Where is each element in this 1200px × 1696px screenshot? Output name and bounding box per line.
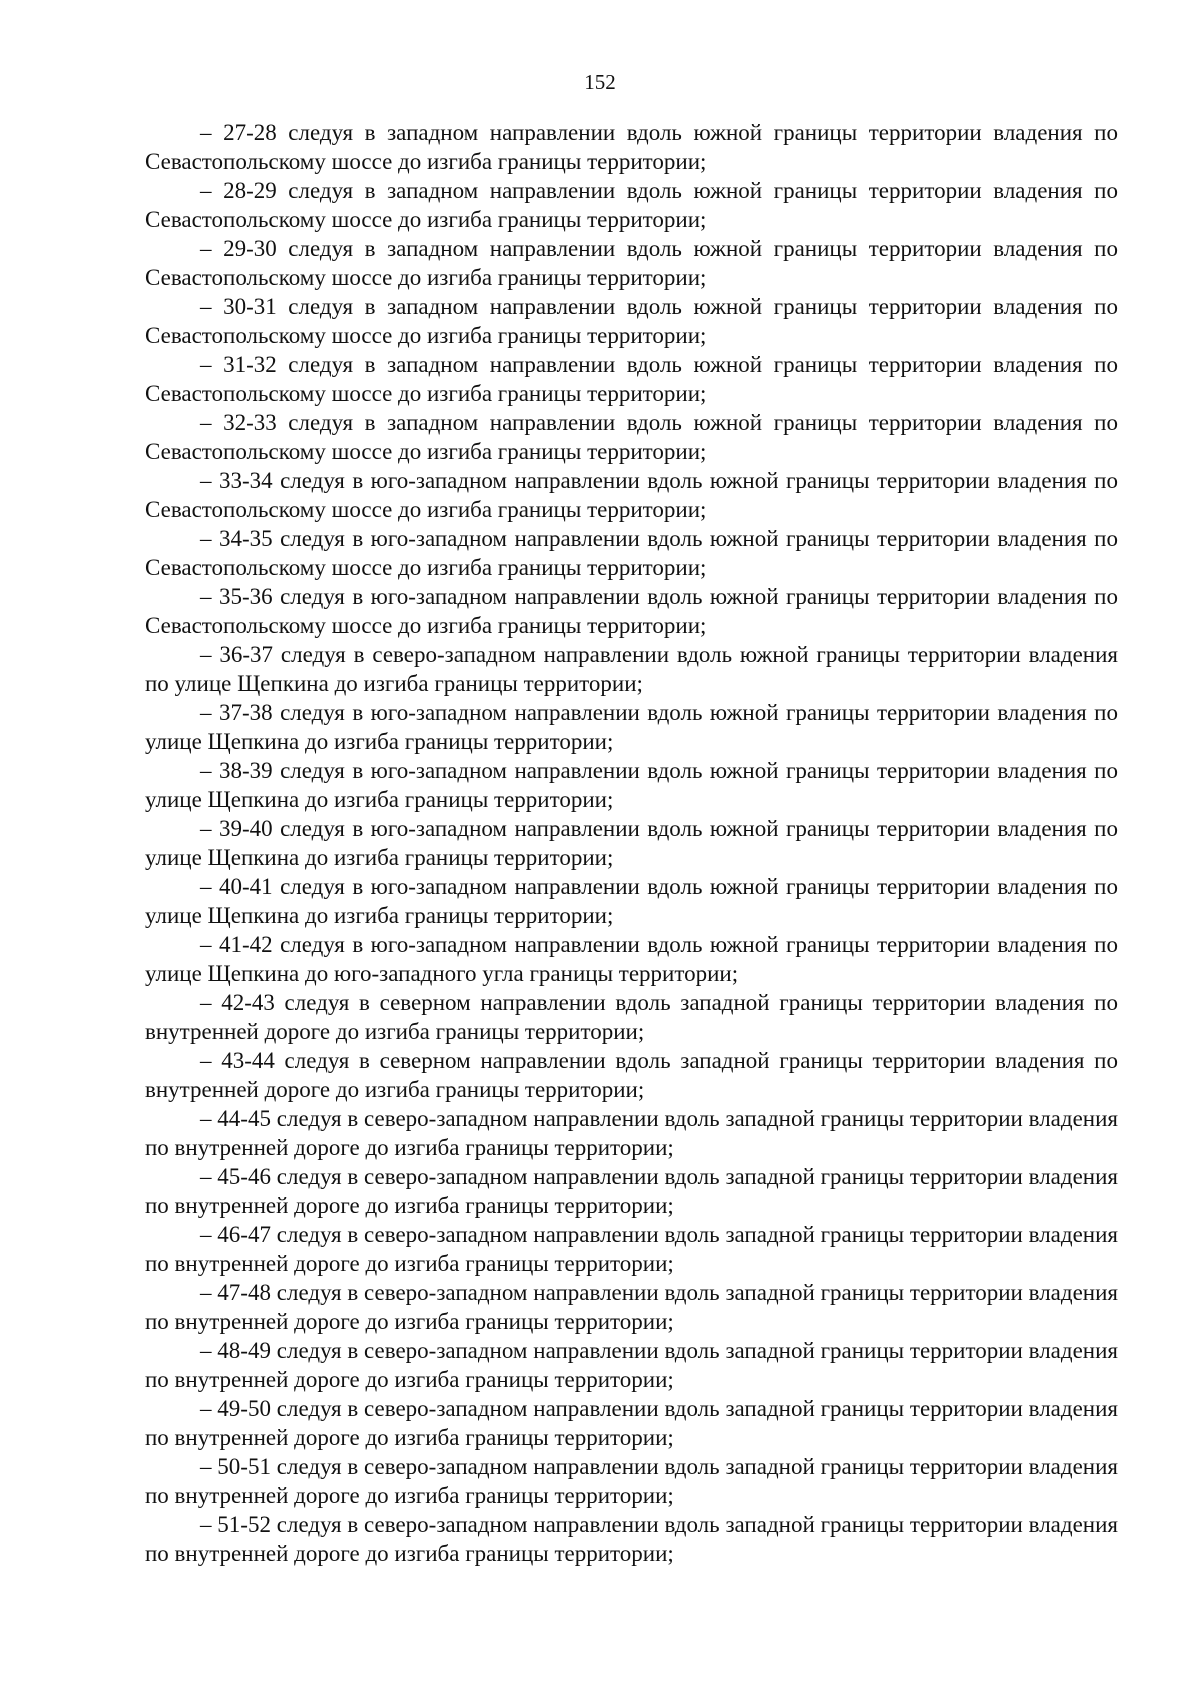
boundary-paragraph: – 38-39 следуя в юго-западном направлении вдоль южной границы территории владения по улице Щепкина до изгиба границы территории; (145, 758, 1118, 812)
boundary-paragraph: – 33-34 следуя в юго-западном направлении вдоль южной границы территории владения по Севастопольскому шоссе до изгиба границы территории; (145, 468, 1118, 522)
boundary-paragraph: – 39-40 следуя в юго-западном направлении вдоль южной границы территории владения по улице Щепкина до изгиба границы территории; (145, 816, 1118, 870)
boundary-paragraph: – 28-29 следуя в западном направлении вдоль южной границы территории владения по Севастопольскому шоссе до изгиба границы территории; (145, 178, 1118, 232)
document-body (145, 118, 1118, 1568)
boundary-paragraph: – 49-50 следуя в северо-западном направлении вдоль западной границы территории владения по внутренней дороге до изгиба границы территории; (145, 1396, 1118, 1450)
boundary-paragraph: – 51-52 следуя в северо-западном направлении вдоль западной границы территории владения по внутренней дороге до изгиба границы территории; (145, 1512, 1118, 1566)
boundary-paragraph: – 36-37 следуя в северо-западном направлении вдоль южной границы территории владения по улице Щепкина до изгиба границы территории; (145, 642, 1118, 696)
boundary-paragraph: – 31-32 следуя в западном направлении вдоль южной границы территории владения по Севастопольскому шоссе до изгиба границы территории; (145, 352, 1118, 406)
boundary-paragraph: – 29-30 следуя в западном направлении вдоль южной границы территории владения по Севастопольскому шоссе до изгиба границы территории; (145, 236, 1118, 290)
boundary-paragraph: – 32-33 следуя в западном направлении вдоль южной границы территории владения по Севастопольскому шоссе до изгиба границы территории; (145, 410, 1118, 464)
boundary-paragraph: – 43-44 следуя в северном направлении вдоль западной границы территории владения по внутренней дороге до изгиба границы территории; (145, 1048, 1118, 1102)
boundary-paragraph: – 34-35 следуя в юго-западном направлении вдоль южной границы территории владения по Севастопольскому шоссе до изгиба границы территории; (145, 526, 1118, 580)
boundary-paragraph: – 45-46 следуя в северо-западном направлении вдоль западной границы территории владения по внутренней дороге до изгиба границы территории; (145, 1164, 1118, 1218)
boundary-paragraph: – 46-47 следуя в северо-западном направлении вдоль западной границы территории владения по внутренней дороге до изгиба границы территории; (145, 1222, 1118, 1276)
boundary-paragraph: – 44-45 следуя в северо-западном направлении вдоль западной границы территории владения по внутренней дороге до изгиба границы территории; (145, 1106, 1118, 1160)
boundary-paragraph: – 48-49 следуя в северо-западном направлении вдоль западной границы территории владения по внутренней дороге до изгиба границы территории; (145, 1338, 1118, 1392)
page-number: 152 (584, 70, 616, 94)
boundary-paragraph: – 27-28 следуя в западном направлении вдоль южной границы территории владения по Севастопольскому шоссе до изгиба границы территории; (145, 120, 1118, 174)
boundary-paragraph: – 40-41 следуя в юго-западном направлении вдоль южной границы территории владения по улице Щепкина до изгиба границы территории; (145, 874, 1118, 928)
boundary-paragraph: – 41-42 следуя в юго-западном направлении вдоль южной границы территории владения по улице Щепкина до юго-западного угла границы территории; (145, 932, 1118, 986)
boundary-paragraph: – 42-43 следуя в северном направлении вдоль западной границы территории владения по внутренней дороге до изгиба границы территории; (145, 990, 1118, 1044)
boundary-paragraph: – 35-36 следуя в юго-западном направлении вдоль южной границы территории владения по Севастопольскому шоссе до изгиба границы территории; (145, 584, 1118, 638)
boundary-paragraph: – 37-38 следуя в юго-западном направлении вдоль южной границы территории владения по улице Щепкина до изгиба границы территории; (145, 700, 1118, 754)
boundary-paragraph: – 50-51 следуя в северо-западном направлении вдоль западной границы территории владения по внутренней дороге до изгиба границы территории; (145, 1454, 1118, 1508)
boundary-paragraph: – 47-48 следуя в северо-западном направлении вдоль западной границы территории владения по внутренней дороге до изгиба границы территории; (145, 1280, 1118, 1334)
boundary-paragraph: – 30-31 следуя в западном направлении вдоль южной границы территории владения по Севастопольскому шоссе до изгиба границы территории; (145, 294, 1118, 348)
